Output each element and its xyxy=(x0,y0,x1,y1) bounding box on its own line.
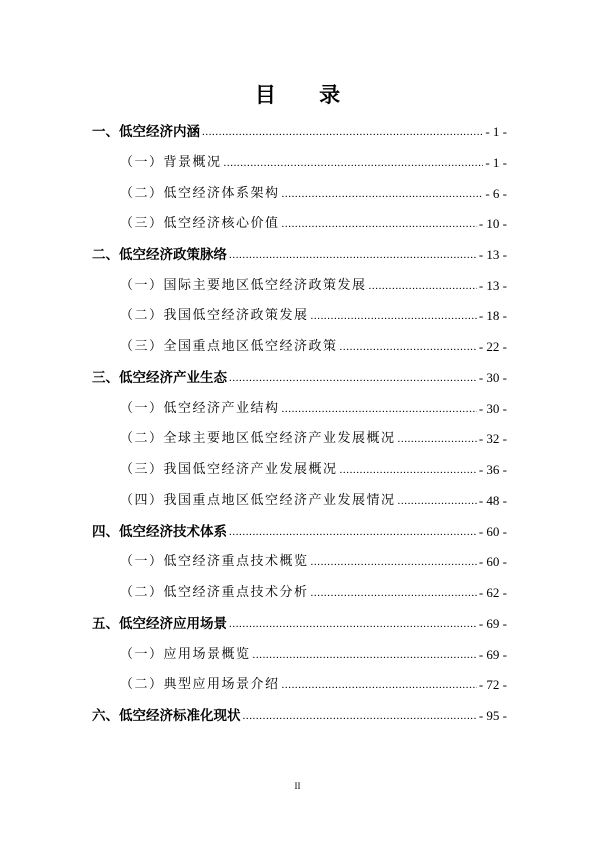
toc-entry-section-3-1[interactable] xyxy=(120,398,507,420)
dot-leader xyxy=(229,367,477,389)
toc-entry-title: （二）典型应用场景介绍 xyxy=(120,677,280,692)
dot-leader xyxy=(224,152,484,174)
toc-entry-page: - 13 - xyxy=(478,278,507,293)
toc-entry-page: - 95 - xyxy=(478,708,507,723)
dot-leader xyxy=(340,336,477,358)
toc-entry-section-2-3[interactable] xyxy=(120,336,507,358)
dot-leader xyxy=(253,644,477,666)
toc-entry-section-3-3[interactable] xyxy=(120,459,507,481)
toc-entry-page: - 6 - xyxy=(485,186,507,201)
toc-entry-page: - 13 - xyxy=(478,247,507,262)
toc-entry-page: - 36 - xyxy=(478,462,507,477)
toc-entry-page: - 48 - xyxy=(478,493,507,508)
toc-entry-section-3-4[interactable] xyxy=(120,490,507,512)
toc-entry-title: （三）全国重点地区低空经济政策 xyxy=(120,339,338,354)
toc-entry-section-4-1[interactable] xyxy=(120,551,507,573)
toc-entry-title: （三）我国低空经济产业发展概况 xyxy=(120,462,338,477)
toc-entry-chapter-4[interactable] xyxy=(92,521,507,543)
dot-leader xyxy=(282,674,477,696)
toc-entry-section-4-2[interactable] xyxy=(120,582,507,604)
toc-entry-title: （一）低空经济重点技术概览 xyxy=(120,554,309,569)
toc-entry-chapter-3[interactable] xyxy=(92,367,507,389)
toc-entry-page: - 60 - xyxy=(478,524,507,539)
dot-leader xyxy=(398,490,477,512)
toc-entry-page: - 1 - xyxy=(485,124,507,139)
page-number: II xyxy=(294,781,301,791)
toc-entry-page: - 62 - xyxy=(478,585,507,600)
dot-leader xyxy=(311,582,477,604)
dot-leader xyxy=(398,428,477,450)
toc-entry-page: - 22 - xyxy=(478,339,507,354)
toc-entry-section-2-1[interactable] xyxy=(120,275,507,297)
toc-entry-title: （二）全球主要地区低空经济产业发展概况 xyxy=(120,431,396,446)
toc-entry-page: - 30 - xyxy=(478,370,507,385)
toc-entry-title: （二）低空经济重点技术分析 xyxy=(120,585,309,600)
toc-entry-chapter-5[interactable] xyxy=(92,613,507,635)
dot-leader xyxy=(229,613,477,635)
toc-entry-title: （三）低空经济核心价值 xyxy=(120,216,280,231)
dot-leader xyxy=(202,121,483,143)
toc-entry-title: 二、低空经济政策脉络 xyxy=(92,247,227,263)
toc-entry-title: 一、低空经济内涵 xyxy=(92,124,200,140)
toc-entry-chapter-1[interactable] xyxy=(92,121,507,143)
toc-entry-section-3-2[interactable] xyxy=(120,428,507,450)
toc-entry-title: 六、低空经济标准化现状 xyxy=(92,708,241,724)
dot-leader xyxy=(282,183,484,205)
toc-entry-title: （一）低空经济产业结构 xyxy=(120,401,280,416)
dot-leader xyxy=(229,521,477,543)
toc-entry-section-1-2[interactable] xyxy=(120,183,507,205)
toc-entry-section-5-1[interactable] xyxy=(120,644,507,666)
dot-leader xyxy=(229,244,477,266)
toc-entry-page: - 1 - xyxy=(485,155,507,170)
toc-entry-title: （二）我国低空经济政策发展 xyxy=(120,308,309,323)
toc-entry-title: 三、低空经济产业生态 xyxy=(92,370,227,386)
toc-entry-page: - 60 - xyxy=(478,554,507,569)
toc-entry-title: （一）应用场景概览 xyxy=(120,647,251,662)
toc-entry-page: - 72 - xyxy=(478,677,507,692)
toc-entry-title: （一）国际主要地区低空经济政策发展 xyxy=(120,278,367,293)
dot-leader xyxy=(243,705,477,727)
dot-leader xyxy=(311,305,477,327)
toc-entry-section-5-2[interactable] xyxy=(120,674,507,696)
dot-leader xyxy=(340,459,477,481)
toc-entry-section-2-2[interactable] xyxy=(120,305,507,327)
toc-entry-page: - 69 - xyxy=(478,616,507,631)
toc-title: 目 录 xyxy=(254,83,359,107)
toc-entry-section-1-3[interactable] xyxy=(120,213,507,235)
toc-entry-chapter-2[interactable] xyxy=(92,244,507,266)
dot-leader xyxy=(282,398,477,420)
toc-entry-title: 五、低空经济应用场景 xyxy=(92,616,227,632)
dot-leader xyxy=(311,551,477,573)
toc-entry-title: （四）我国重点地区低空经济产业发展情况 xyxy=(120,493,396,508)
toc-entry-chapter-6[interactable] xyxy=(92,705,507,727)
toc-entry-page: - 30 - xyxy=(478,401,507,416)
toc-entry-page: - 32 - xyxy=(478,431,507,446)
toc-entry-section-1-1[interactable] xyxy=(120,152,507,174)
toc-entry-title: （二）低空经济体系架构 xyxy=(120,186,280,201)
dot-leader xyxy=(282,213,477,235)
toc-entry-title: 四、低空经济技术体系 xyxy=(92,524,227,540)
dot-leader xyxy=(369,275,477,297)
toc-entry-page: - 10 - xyxy=(478,216,507,231)
toc-entry-page: - 69 - xyxy=(478,647,507,662)
toc-entry-title: （一）背景概况 xyxy=(120,155,222,170)
toc-entry-page: - 18 - xyxy=(478,308,507,323)
